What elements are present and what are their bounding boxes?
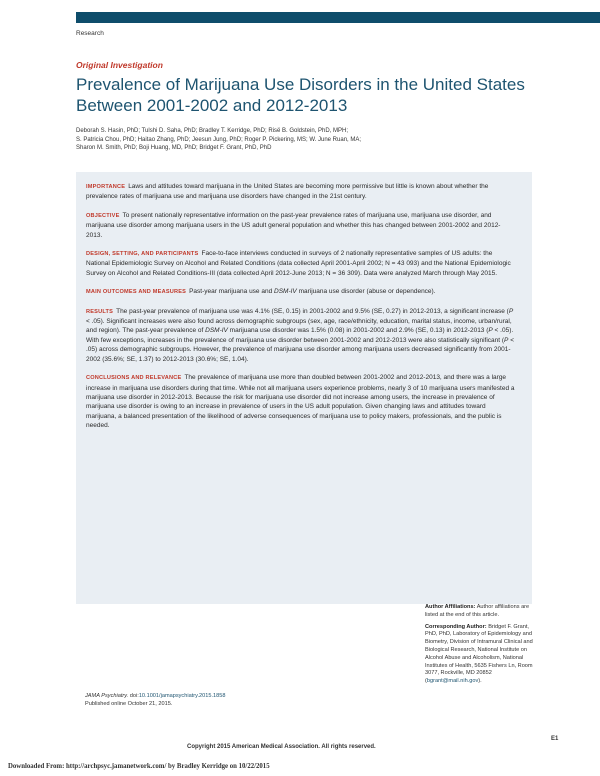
author-line: Sharon M. Smith, PhD; Boji Huang, MD, PhD; Bridget F. Grant, PhD, PhD	[76, 145, 272, 152]
section-heading: DESIGN, SETTING, AND PARTICIPANTS	[86, 251, 199, 258]
article-title: Prevalence of Marijuana Use Disorders in the United States Between 2001-2002 and 2012-2013	[76, 75, 525, 115]
email-link[interactable]: bgrant@mail.nih.gov	[426, 678, 479, 685]
section-text: Face-to-face interviews conducted in surveys of 2 nationally representative samples of US adults: the National Epidemiologic Survey on Alcohol and Related Conditions (data collected April 2001-April 2002; N = 43 093) and the National Epidemiologic Survey on Alcohol and Related Conditions-III (data collected April 2012-June 2013; N = 36 309). Data were analyzed March through May 2015.	[86, 250, 511, 277]
section-heading: CONCLUSIONS AND RELEVANCE	[86, 375, 182, 382]
author-line: Deborah S. Hasin, PhD; Tulshi D. Saha, PhD; Bradley T. Kerridge, PhD; Risë B. Goldstein, PhD, MPH;	[76, 128, 349, 134]
section-heading: MAIN OUTCOMES AND MEASURES	[86, 289, 187, 296]
abstract-objective	[86, 211, 516, 240]
doi-prefix: doi:	[129, 693, 139, 699]
section-text: < .05). With few exceptions, increases in the prevalence of marijuana use disorder between 2001-2002 and 2012-2013 were also statistically significant (	[86, 327, 514, 344]
section-text: marijuana use disorder was 1.5% (0.08) in 2001-2002 and 2.9% (SE, 0.13) in 2012-2013 (	[227, 327, 489, 335]
section-text: The prevalence of marijuana use more than doubled between 2001-2002 and 2012-2013, and there was a large increase in marijuana use disorders during that time. While not all marijuana users experience problems, nearly 3 of 10 marijuana users manifested a marijuana use disorder in 2012-2013. Because the risk for marijuana use disorder did not increase among users, the increase in prevalence of marijuana use disorder is owing to an increase in prevalence of users in the US adult population. Given changing laws and attitudes toward marijuana, a balanced presentation of the likelihood of adverse consequences of marijuana use to policy makers, professionals, and the public is needed.	[86, 374, 515, 430]
author-line: S. Patricia Chou, PhD; Haitao Zhang, PhD; Jeesun Jung, PhD; Roger P. Pickering, MS; W. June Ruan, MA;	[76, 136, 362, 143]
section-heading: IMPORTANCE	[86, 184, 126, 190]
page-number: E1	[551, 736, 559, 742]
italic-term: DSM-IV	[274, 288, 297, 296]
author-affiliations	[425, 604, 535, 690]
section-text: The past-year prevalence of marijuana use was 4.1% (SE, 0.15) in 2001-2002 and 9.5% (SE, 0.27) in 2012-2013, a significant increase (	[116, 307, 509, 315]
author-list	[76, 127, 546, 153]
citation	[85, 693, 285, 709]
italic-term: DSM-IV	[205, 327, 228, 335]
doi-link[interactable]: 10.1001/jamapsychiatry.2015.1858	[138, 693, 226, 699]
italic-term: P	[508, 307, 514, 315]
corresponding-end: ).	[478, 678, 482, 685]
citation-doi-line	[85, 693, 285, 701]
abstract-results	[86, 307, 516, 364]
section-text: Past-year marijuana use and	[189, 288, 273, 296]
corresponding-label: Corresponding Author:	[425, 623, 487, 630]
abstract-importance	[86, 182, 516, 202]
section-label: Research	[76, 30, 104, 37]
published-date: Published online October 21, 2015.	[85, 700, 173, 707]
copyright-notice: Copyright 2015 American Medical Association. All rights reserved.	[187, 744, 376, 750]
affiliations-text: Author affiliations are listed at the end of this article.	[425, 604, 530, 618]
section-heading: OBJECTIVE	[86, 212, 120, 219]
corresponding-author	[425, 624, 535, 686]
download-stamp: Downloaded From: http://archpsyc.jamanetwork.com/ by Bradley Kerridge on 10/22/2015	[8, 763, 270, 770]
section-text: Laws and attitudes toward marijuana in the United States are becoming more permissive but little is known about whether the prevalence rates of marijuana use and marijuana use disorders have changed in the 21st century.	[86, 183, 489, 201]
section-text: To present nationally representative information on the past-year prevalence rates of marijuana use, marijuana use disorder, and marijuana use disorder among marijuana users in the US adult general population and whether this has changed between 2001-2002 and 2012-2013.	[86, 211, 501, 239]
article-type: Original Investigation	[76, 60, 163, 70]
abstract-conclusions	[86, 373, 516, 430]
affiliations-note	[425, 604, 535, 620]
section-heading: RESULTS	[86, 308, 114, 315]
abstract-measures	[86, 287, 516, 297]
corresponding-text: Bridget F. Grant, PhD, PhD, Laboratory of Epidemiology and Biometry, Division of Intramural Clinical and Biological Research, National Institute on Alcohol Abuse and Alcoholism, National Institutes of Health, 5635 Fishers Ln, Room 3077, Rockville, MD 20852 (	[425, 623, 533, 685]
header-bar	[76, 12, 600, 23]
section-text: marijuana use disorder (abuse or dependence).	[298, 288, 436, 296]
abstract-box	[76, 172, 532, 604]
section-text: < .05) across demographic subgroups. However, the prevalence of marijuana use disorder among marijuana users decreased significantly from 2001-2002 (35.6%; SE, 1.37) to 2012-2013 (30.6%; SE, 1.04).	[86, 336, 514, 363]
affiliations-label: Author Affiliations:	[425, 604, 476, 610]
journal-name: JAMA Psychiatry.	[85, 693, 129, 699]
italic-term: P	[488, 327, 493, 335]
italic-term: P	[504, 336, 509, 344]
abstract-design	[86, 249, 516, 278]
section-text: < .05). Significant increases were also found across demographic subgroups (sex, age, race/ethnicity, education, marital status, income, urban/rural, and region). The past-year prevalence of	[86, 318, 512, 335]
